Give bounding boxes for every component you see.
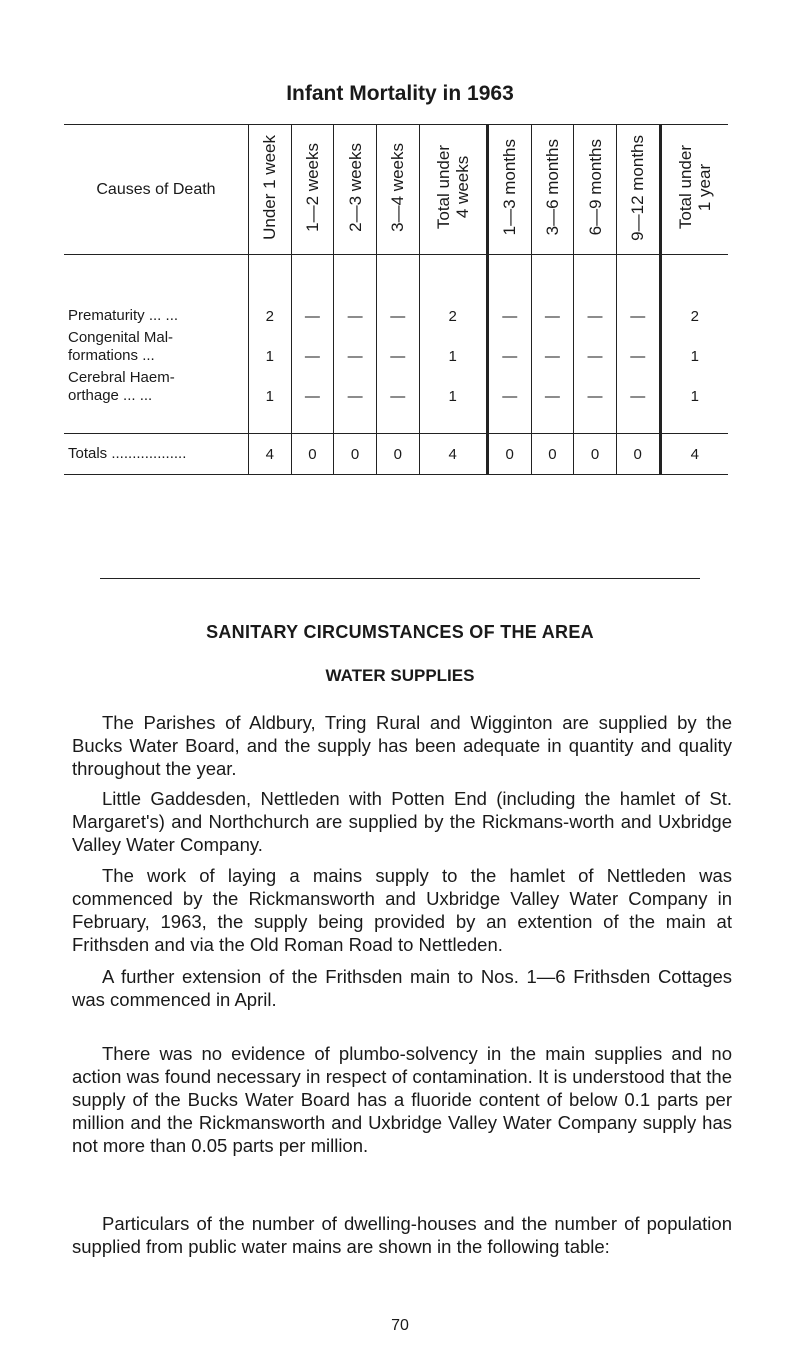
paragraph: The work of laying a mains supply to the hamlet of Nettleden was commenced by the Rickmansworth and Uxbridge Valley Water Company in February, 1963, the supply being provided by an extention of the main at Frithsden and via the Old Roman Road to Nettleden. bbox=[72, 865, 732, 955]
value-cell: — bbox=[376, 365, 419, 405]
value-cell: 1 bbox=[660, 365, 728, 405]
cause-cell: Cerebral Haem- orthage ... ... bbox=[68, 369, 175, 404]
value-cell: 1 bbox=[419, 325, 487, 365]
paragraph: There was no evidence of plumbo-solvency in the main supplies and no action was found necessary in respect of contamination. It is understood that the supply of the Bucks Water Board has a fluoride content of below 0.1 parts per million and the Rickmansworth and Uxbridge Valley Water Company supply has not more than 0.05 parts per million. bbox=[72, 1043, 732, 1156]
total-cell: 4 bbox=[248, 434, 291, 475]
value-cell: — bbox=[334, 325, 377, 365]
col-header: 6—9 months bbox=[574, 125, 617, 255]
value-cell: 2 bbox=[660, 285, 728, 325]
paragraph: The Parishes of Aldbury, Tring Rural and Wigginton are supplied by the Bucks Water Board, and the supply has been adequate in quantity and quality throughout the year. bbox=[72, 712, 732, 779]
paragraph: Particulars of the number of dwelling-houses and the number of population supplied from public water mains are shown in the following table: bbox=[72, 1213, 732, 1257]
value-cell: — bbox=[334, 285, 377, 325]
value-cell: 1 bbox=[660, 325, 728, 365]
value-cell: — bbox=[487, 325, 531, 365]
value-cell: — bbox=[334, 365, 377, 405]
value-cell: — bbox=[574, 285, 617, 325]
table-row bbox=[64, 365, 728, 405]
value-cell: — bbox=[531, 365, 574, 405]
value-cell: — bbox=[376, 325, 419, 365]
table-row bbox=[64, 325, 728, 365]
total-cell: 0 bbox=[487, 434, 531, 475]
col-header: Under 1 week bbox=[248, 125, 291, 255]
value-cell: 1 bbox=[248, 325, 291, 365]
value-cell: — bbox=[291, 365, 334, 405]
value-cell: — bbox=[574, 365, 617, 405]
value-cell: — bbox=[531, 325, 574, 365]
total-cell: 0 bbox=[376, 434, 419, 475]
infant-mortality-table bbox=[64, 124, 728, 475]
spacer-row bbox=[64, 255, 728, 286]
spacer-row bbox=[64, 405, 728, 434]
causes-header: Causes of Death bbox=[64, 125, 248, 255]
section-divider bbox=[100, 578, 700, 579]
value-cell: 1 bbox=[419, 365, 487, 405]
col-header: 9—12 months bbox=[616, 125, 660, 255]
total-cell: 0 bbox=[334, 434, 377, 475]
subsection-title: WATER SUPPLIES bbox=[325, 666, 475, 685]
value-cell: — bbox=[616, 325, 660, 365]
total-cell: 4 bbox=[660, 434, 728, 475]
col-header: 3—4 weeks bbox=[376, 125, 419, 255]
table-header-row bbox=[64, 125, 728, 255]
section-title: SANITARY CIRCUMSTANCES OF THE AREA bbox=[206, 622, 594, 642]
col-header: 1—2 weeks bbox=[291, 125, 334, 255]
value-cell: — bbox=[616, 365, 660, 405]
value-cell: — bbox=[616, 285, 660, 325]
total-cell: 4 bbox=[419, 434, 487, 475]
col-header: 2—3 weeks bbox=[334, 125, 377, 255]
value-cell: — bbox=[487, 285, 531, 325]
cause-cell: Prematurity ... ... bbox=[68, 307, 179, 324]
cause-cell: Congenital Mal- formations ... bbox=[68, 329, 174, 364]
col-header: Total under 1 year bbox=[660, 125, 728, 255]
value-cell: 2 bbox=[419, 285, 487, 325]
col-header: 1—3 months bbox=[487, 125, 531, 255]
total-cell: 0 bbox=[616, 434, 660, 475]
totals-label: Totals .................. bbox=[64, 434, 248, 475]
total-cell: 0 bbox=[574, 434, 617, 475]
paragraph: Little Gaddesden, Nettleden with Potten End (including the hamlet of St. Margaret's) and Northchurch are supplied by the Rickmans-worth and Uxbridge Valley Water Company. bbox=[72, 788, 732, 855]
total-cell: 0 bbox=[291, 434, 334, 475]
col-header: 3—6 months bbox=[531, 125, 574, 255]
totals-row bbox=[64, 434, 728, 475]
value-cell: — bbox=[531, 285, 574, 325]
value-cell: — bbox=[291, 285, 334, 325]
page-title: Infant Mortality in 1963 bbox=[286, 82, 514, 105]
total-cell: 0 bbox=[531, 434, 574, 475]
page-number: 70 bbox=[391, 1317, 409, 1334]
value-cell: 1 bbox=[248, 365, 291, 405]
value-cell: 2 bbox=[248, 285, 291, 325]
paragraph: A further extension of the Frithsden main to Nos. 1—6 Frithsden Cottages was commenced in April. bbox=[72, 966, 732, 1010]
table-row bbox=[64, 285, 728, 325]
col-header: Total under 4 weeks bbox=[419, 125, 487, 255]
value-cell: — bbox=[574, 325, 617, 365]
value-cell: — bbox=[376, 285, 419, 325]
value-cell: — bbox=[291, 325, 334, 365]
value-cell: — bbox=[487, 365, 531, 405]
